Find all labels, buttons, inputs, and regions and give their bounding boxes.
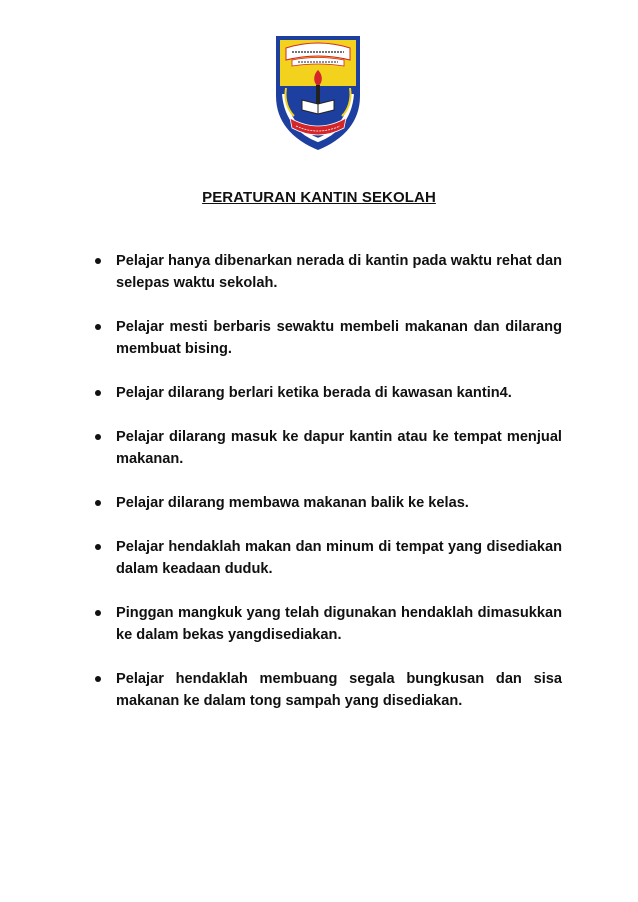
bullet-icon [95,500,101,506]
document-title: PERATURAN KANTIN SEKOLAH [202,189,436,206]
rules-list [92,250,562,734]
rule-text: Pelajar mesti berbaris sewaktu membeli makanan dan dilarang membuat bising. [116,319,562,357]
bullet-icon [95,544,101,550]
bullet-icon [95,676,101,682]
rule-text: Pelajar hanya dibenarkan nerada di kantin pada waktu rehat dan selepas waktu sekolah. [116,253,562,291]
bullet-icon [95,434,101,440]
list-item [92,602,562,646]
school-crest-icon [272,30,364,152]
rule-text: Pelajar dilarang membawa makanan balik ke kelas. [116,495,469,511]
rule-text: Pelajar hendaklah makan dan minum di tempat yang disediakan dalam keadaan duduk. [116,539,562,577]
bullet-icon [95,390,101,396]
list-item [92,536,562,580]
list-item [92,492,562,514]
bullet-icon [95,258,101,264]
list-item [92,316,562,360]
rule-text: Pelajar dilarang berlari ketika berada di kawasan kantin4. [116,385,512,401]
rule-text: Pelajar dilarang masuk ke dapur kantin atau ke tempat menjual makanan. [116,429,562,467]
list-item [92,426,562,470]
bullet-icon [95,610,101,616]
bullet-icon [95,324,101,330]
list-item [92,250,562,294]
list-item [92,382,562,404]
rule-text: Pinggan mangkuk yang telah digunakan hendaklah dimasukkan ke dalam bekas yangdisediakan. [116,605,562,643]
rule-text: Pelajar hendaklah membuang segala bungkusan dan sisa makanan ke dalam tong sampah yang disediakan. [116,671,562,709]
list-item [92,668,562,712]
